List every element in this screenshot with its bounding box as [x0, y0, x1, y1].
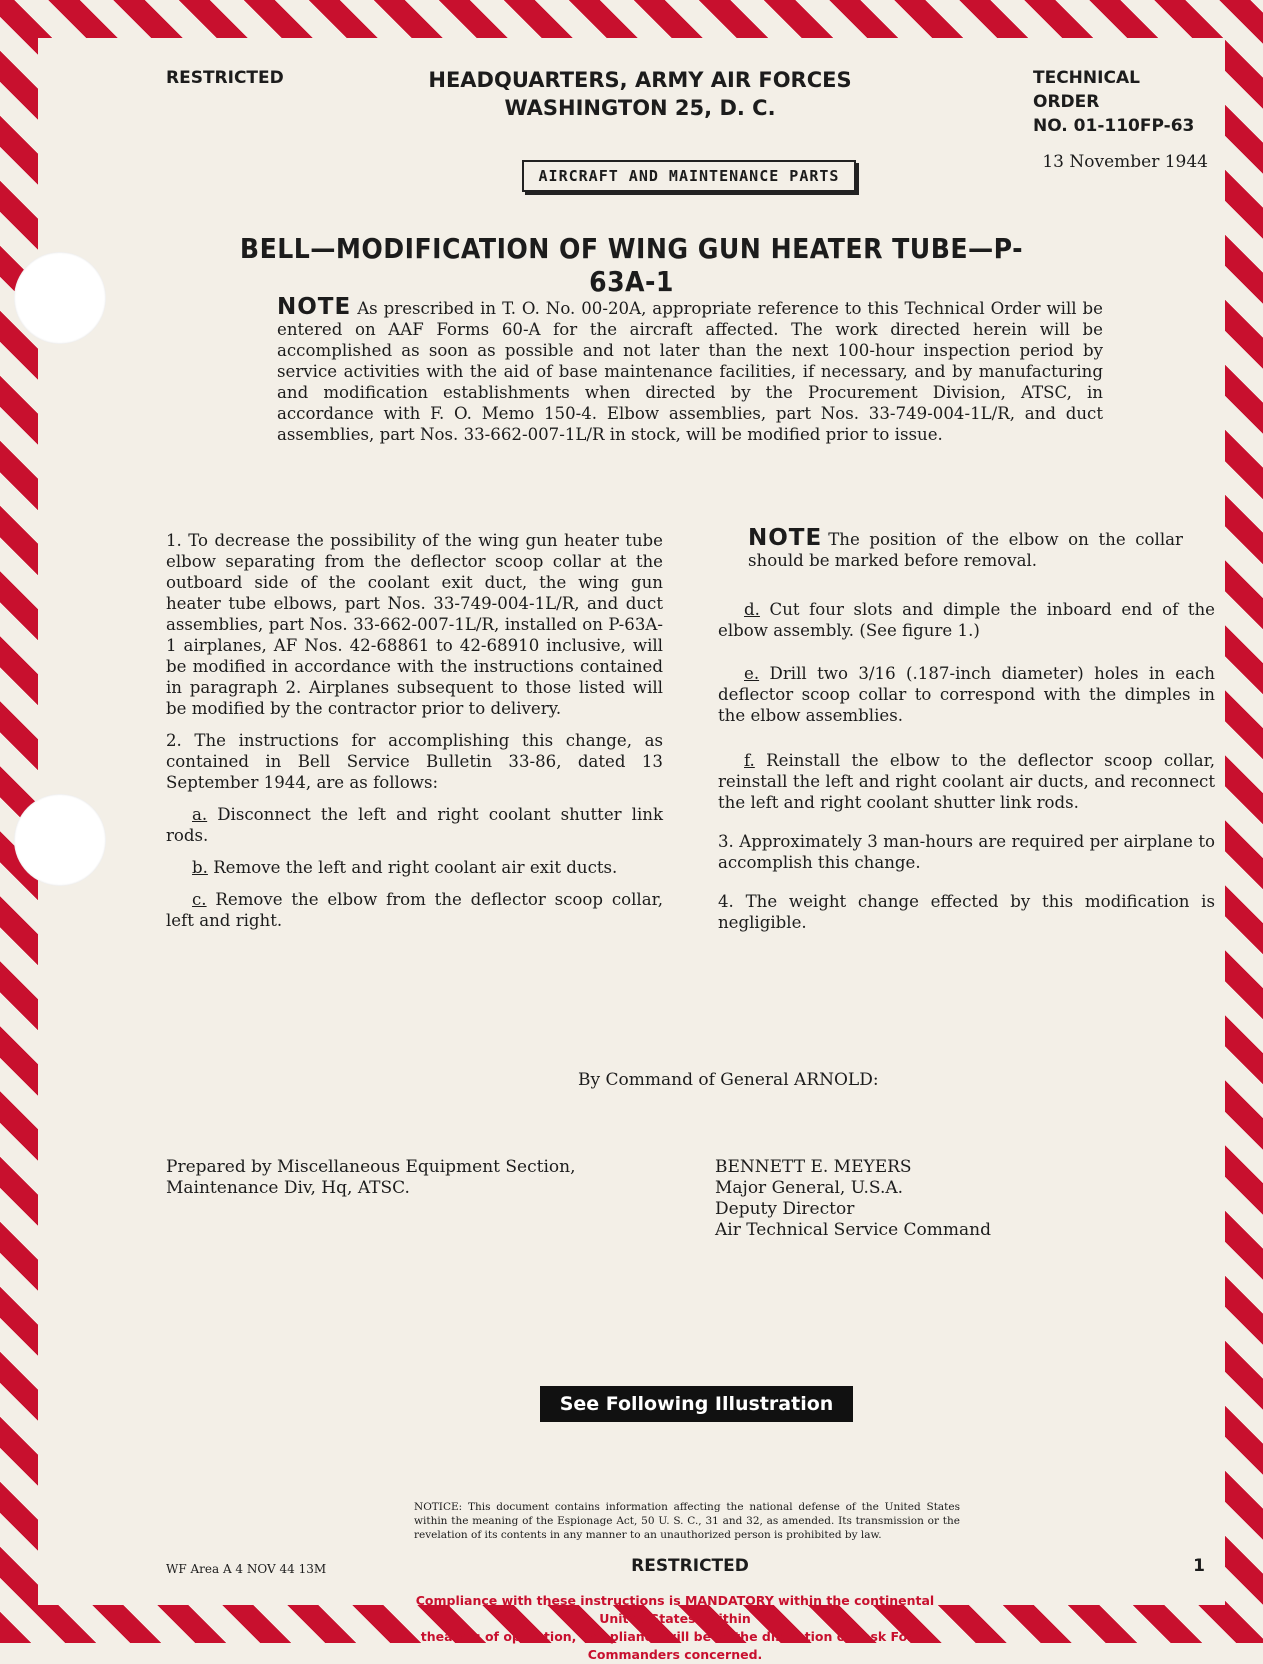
right-column [718, 525, 1215, 944]
hq-line-2: WASHINGTON 25, D. C. [504, 96, 776, 120]
espionage-notice: NOTICE: This document contains information affecting the national defense of the United States within the meaning of the Espionage Act, 50 U. S. C., 31 and 32, as amended. Its transmission or the revelation of its contents in any manner to an unauthorized person is prohibited by law. [414, 1501, 960, 1541]
step-d [718, 599, 1215, 641]
step-f-letter: f. [744, 751, 755, 770]
paragraph-1: 1. To decrease the possibility of the wing gun heater tube elbow separating from the deflector scoop collar at the outboard side of the coolant exit duct, the wing gun heater tube elbows, part Nos. 33-749-004-1L/R, and duct assemblies, part Nos. 33-662-007-1L/R, installed on P-63A-1 airplanes, AF Nos. 42-68861 to 42-68910 inclusive, will be modified in accordance with the instructions contained in paragraph 2. Airplanes subsequent to those listed will be modified by the contractor prior to delivery. [166, 531, 663, 718]
step-e-text: Drill two 3/16 (.187-inch diameter) holes in each deflector scoop collar to correspond with the dimples in the elbow assemblies. [718, 664, 1215, 725]
compliance-line-2: theaters of operation, compliance will be at the discretion of Task Force Commanders concerned. [420, 1629, 930, 1662]
signature-block [715, 1157, 991, 1241]
signatory-org: Air Technical Service Command [715, 1220, 991, 1240]
category-stamp: AIRCRAFT AND MAINTENANCE PARTS [522, 160, 856, 192]
page-number: 1 [1193, 1556, 1205, 1576]
step-e [718, 663, 1215, 726]
paragraph-2: 2. The instructions for accomplishing this change, as contained in Bell Service Bulletin 33-86, dated 13 September 1944, are as follows: [166, 731, 663, 792]
compliance-line-1: Compliance with these instructions is MANDATORY within the continental United States. Within [415, 1593, 935, 1626]
to-line-2: NO. 01-110FP-63 [1033, 116, 1195, 136]
step-b-text: Remove the left and right coolant air exit ducts. [213, 858, 618, 877]
hq-line-1: HEADQUARTERS, ARMY AIR FORCES [428, 68, 852, 92]
collar-note [718, 525, 1215, 571]
step-c-text: Remove the elbow from the deflector scoop collar, left and right. [166, 890, 663, 930]
step-f-text: Reinstall the elbow to the deflector scoop collar, reinstall the left and right coolant air ducts, and reconnect the left and right coolant shutter link rods. [718, 751, 1215, 812]
collar-note-text: The position of the elbow on the collar should be marked before removal. [748, 530, 1183, 570]
binder-hole-top [14, 252, 106, 344]
headquarters-heading [400, 66, 880, 122]
step-c-letter: c. [192, 890, 207, 909]
step-d-text: Cut four slots and dimple the inboard end of the elbow assembly. (See figure 1.) [718, 600, 1215, 640]
collar-note-label: NOTE [748, 525, 823, 551]
prepared-line-2: Maintenance Div, Hq, ATSC. [166, 1178, 410, 1198]
step-b [166, 857, 663, 878]
step-f [718, 750, 1215, 813]
classification-top: RESTRICTED [166, 68, 284, 88]
step-e-letter: e. [744, 664, 760, 683]
step-b-letter: b. [192, 858, 208, 877]
note-block [277, 294, 1103, 445]
to-line-1: TECHNICAL ORDER [1033, 68, 1140, 112]
signatory-position: Deputy Director [715, 1199, 855, 1219]
step-c [166, 889, 663, 931]
document-title: BELL—MODIFICATION OF WING GUN HEATER TUBE—P-63A-1 [239, 232, 1024, 298]
note-text: As prescribed in T. O. No. 00-20A, appropriate reference to this Technical Order will be entered on AAF Forms 60-A for the aircraft affected. The work directed herein will be accomplished as soon as possible and not later than the next 100-hour inspection period by service activities with the aid of base maintenance facilities, if necessary, and by manufacturing and modification establishments when directed by the Procurement Division, ATSC, in accordance with F. O. Memo 150-4. Elbow assemblies, part Nos. 33-749-004-1L/R, and duct assemblies, part Nos. 33-662-007-1L/R in stock, will be modified prior to issue. [277, 299, 1103, 444]
binder-hole-middle [14, 794, 106, 886]
print-code: WF Area A 4 NOV 44 13M [166, 1562, 327, 1576]
illustration-banner: See Following Illustration [540, 1386, 853, 1422]
technical-order-number [1033, 66, 1208, 138]
prepared-by [166, 1157, 576, 1199]
paragraph-4: 4. The weight change effected by this modification is negligible. [718, 892, 1215, 932]
step-d-letter: d. [744, 600, 760, 619]
step-a-letter: a. [192, 805, 208, 824]
paragraph-3: 3. Approximately 3 man-hours are required per airplane to accomplish this change. [718, 832, 1215, 872]
left-column [166, 530, 663, 942]
step-a-text: Disconnect the left and right coolant shutter link rods. [166, 805, 664, 845]
compliance-statement [395, 1592, 955, 1664]
signatory-name: BENNETT E. MEYERS [715, 1157, 912, 1177]
signatory-rank: Major General, U.S.A. [715, 1178, 904, 1198]
classification-bottom: RESTRICTED [631, 1556, 749, 1576]
note-label: NOTE [277, 294, 352, 320]
issue-date: 13 November 1944 [1042, 152, 1208, 172]
command-line: By Command of General ARNOLD: [578, 1070, 879, 1090]
prepared-line-1: Prepared by Miscellaneous Equipment Section, [166, 1157, 576, 1177]
step-a [166, 804, 663, 846]
